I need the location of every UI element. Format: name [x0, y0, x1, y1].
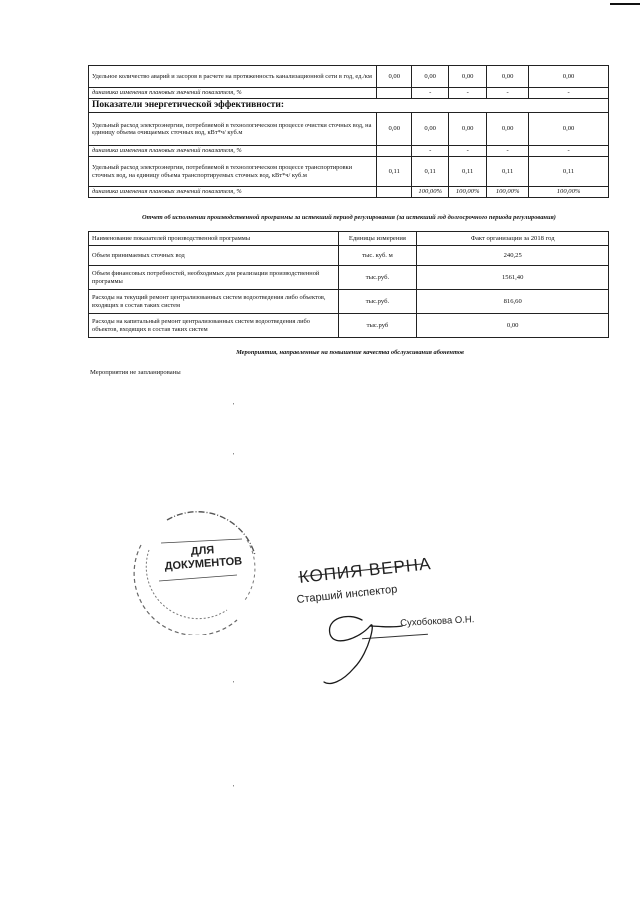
column-header: Единицы измерения — [338, 232, 417, 246]
cell-value — [377, 88, 412, 99]
table-row — [89, 266, 609, 290]
cell-value: 0,00 — [529, 113, 609, 146]
cell-value: 0,00 — [449, 66, 487, 88]
cell-value: 0,11 — [412, 157, 449, 187]
fact-value: 240,25 — [417, 246, 609, 266]
measures-caption: Мероприятия, направленные на повышение качества обслуживания абонентов — [236, 349, 464, 356]
certification-title: КОПИЯ ВЕРНА — [298, 554, 433, 587]
stamp-text-line1: ДЛЯ — [190, 544, 215, 558]
scan-speck: ' — [233, 402, 235, 410]
cell-value: - — [487, 88, 529, 99]
row-label: динамика изменения плановых значений показателя, % — [89, 146, 377, 157]
cell-value: 0,00 — [377, 66, 412, 88]
indicator-name: Расходы на текущий ремонт централизованных систем водоотведения либо объектов, входящих в состав таких систем — [89, 290, 339, 314]
scan-speck: ' — [233, 784, 235, 792]
indicators-table — [88, 65, 609, 198]
table-row — [89, 66, 609, 88]
cell-value: - — [529, 146, 609, 157]
cell-value: 0,00 — [377, 113, 412, 146]
table-row — [89, 146, 609, 157]
row-label: динамика изменения плановых значений показателя, % — [89, 88, 377, 99]
cell-value: 0,11 — [377, 157, 412, 187]
measures-text: Мероприятия не запланированы — [90, 369, 181, 376]
table-row — [89, 113, 609, 146]
column-header: Факт организации за 2018 год — [417, 232, 609, 246]
cell-value: 100,00% — [412, 187, 449, 198]
row-label: Удельный расход электроэнергии, потребляемой в технологическом процессе транспортировки сточных вод, на единицу объема транспортируемых сточных вод, кВт*ч/ куб.м — [89, 157, 377, 187]
table-row — [89, 99, 609, 113]
corner-mark — [610, 3, 640, 5]
cell-value: - — [412, 88, 449, 99]
cell-value: 100,00% — [449, 187, 487, 198]
cell-value: 0,11 — [449, 157, 487, 187]
handwritten-signature — [290, 556, 480, 691]
cell-value: 0,00 — [412, 113, 449, 146]
column-header: Наименование показателей производственной программы — [89, 232, 339, 246]
fact-value: 0,00 — [417, 314, 609, 338]
row-label: Удельное количество аварий и засоров в расчете на протяженность канализационной сети в год, ед./км — [89, 66, 377, 88]
unit: тыс.руб. — [338, 290, 417, 314]
cell-value: - — [487, 146, 529, 157]
report-caption: Отчет об исполнении производственной программы за истекший период регулирования (за истекший год долгосрочного периода регулирования) — [142, 214, 556, 221]
cell-value: 0,00 — [487, 66, 529, 88]
section-heading: Показатели энергетической эффективности: — [89, 99, 609, 113]
cell-value: - — [529, 88, 609, 99]
cell-value: 100,00% — [487, 187, 529, 198]
indicator-name: Объем принимаемых сточных вод — [89, 246, 339, 266]
row-label: динамика изменения плановых значений показателя, % — [89, 187, 377, 198]
unit: тыс.руб — [338, 314, 417, 338]
table-row — [89, 88, 609, 99]
cell-value: 100,00% — [529, 187, 609, 198]
report-table — [88, 231, 609, 338]
table-row — [89, 246, 609, 266]
table-row — [89, 314, 609, 338]
indicator-name: Расходы на капитальный ремонт централизованных систем водоотведения либо объектов, входящих в состав таких систем — [89, 314, 339, 338]
indicator-name: Объем финансовых потребностей, необходимых для реализации производственной программы — [89, 266, 339, 290]
stamp-text-line2: ДОКУМЕНТОВ — [164, 554, 243, 573]
scan-speck: ' — [233, 452, 235, 460]
cell-value: - — [412, 146, 449, 157]
table-row — [89, 157, 609, 187]
certification-stamp — [290, 556, 480, 691]
table-row — [89, 187, 609, 198]
cell-value: - — [449, 146, 487, 157]
cell-value: 0,11 — [529, 157, 609, 187]
cell-value: 0,00 — [529, 66, 609, 88]
scan-speck: ' — [233, 680, 235, 688]
cell-value — [377, 187, 412, 198]
certification-position: Старший инспектор — [296, 583, 398, 606]
unit: тыс.руб. — [338, 266, 417, 290]
round-stamp — [127, 495, 267, 635]
certification-name: Сухобокова О.Н. — [400, 614, 475, 629]
cell-value: - — [449, 88, 487, 99]
row-label: Удельный расход электроэнергии, потребляемой в технологическом процессе очистки сточных вод, на единицу объема очищаемых сточных вод, кВт*ч/ куб.м — [89, 113, 377, 146]
fact-value: 816,60 — [417, 290, 609, 314]
cell-value: 0,00 — [412, 66, 449, 88]
cell-value — [377, 146, 412, 157]
cell-value: 0,00 — [449, 113, 487, 146]
table-header-row — [89, 232, 609, 246]
fact-value: 1561,40 — [417, 266, 609, 290]
table-row — [89, 290, 609, 314]
cell-value: 0,11 — [487, 157, 529, 187]
cell-value: 0,00 — [487, 113, 529, 146]
unit: тыс. куб. м — [338, 246, 417, 266]
